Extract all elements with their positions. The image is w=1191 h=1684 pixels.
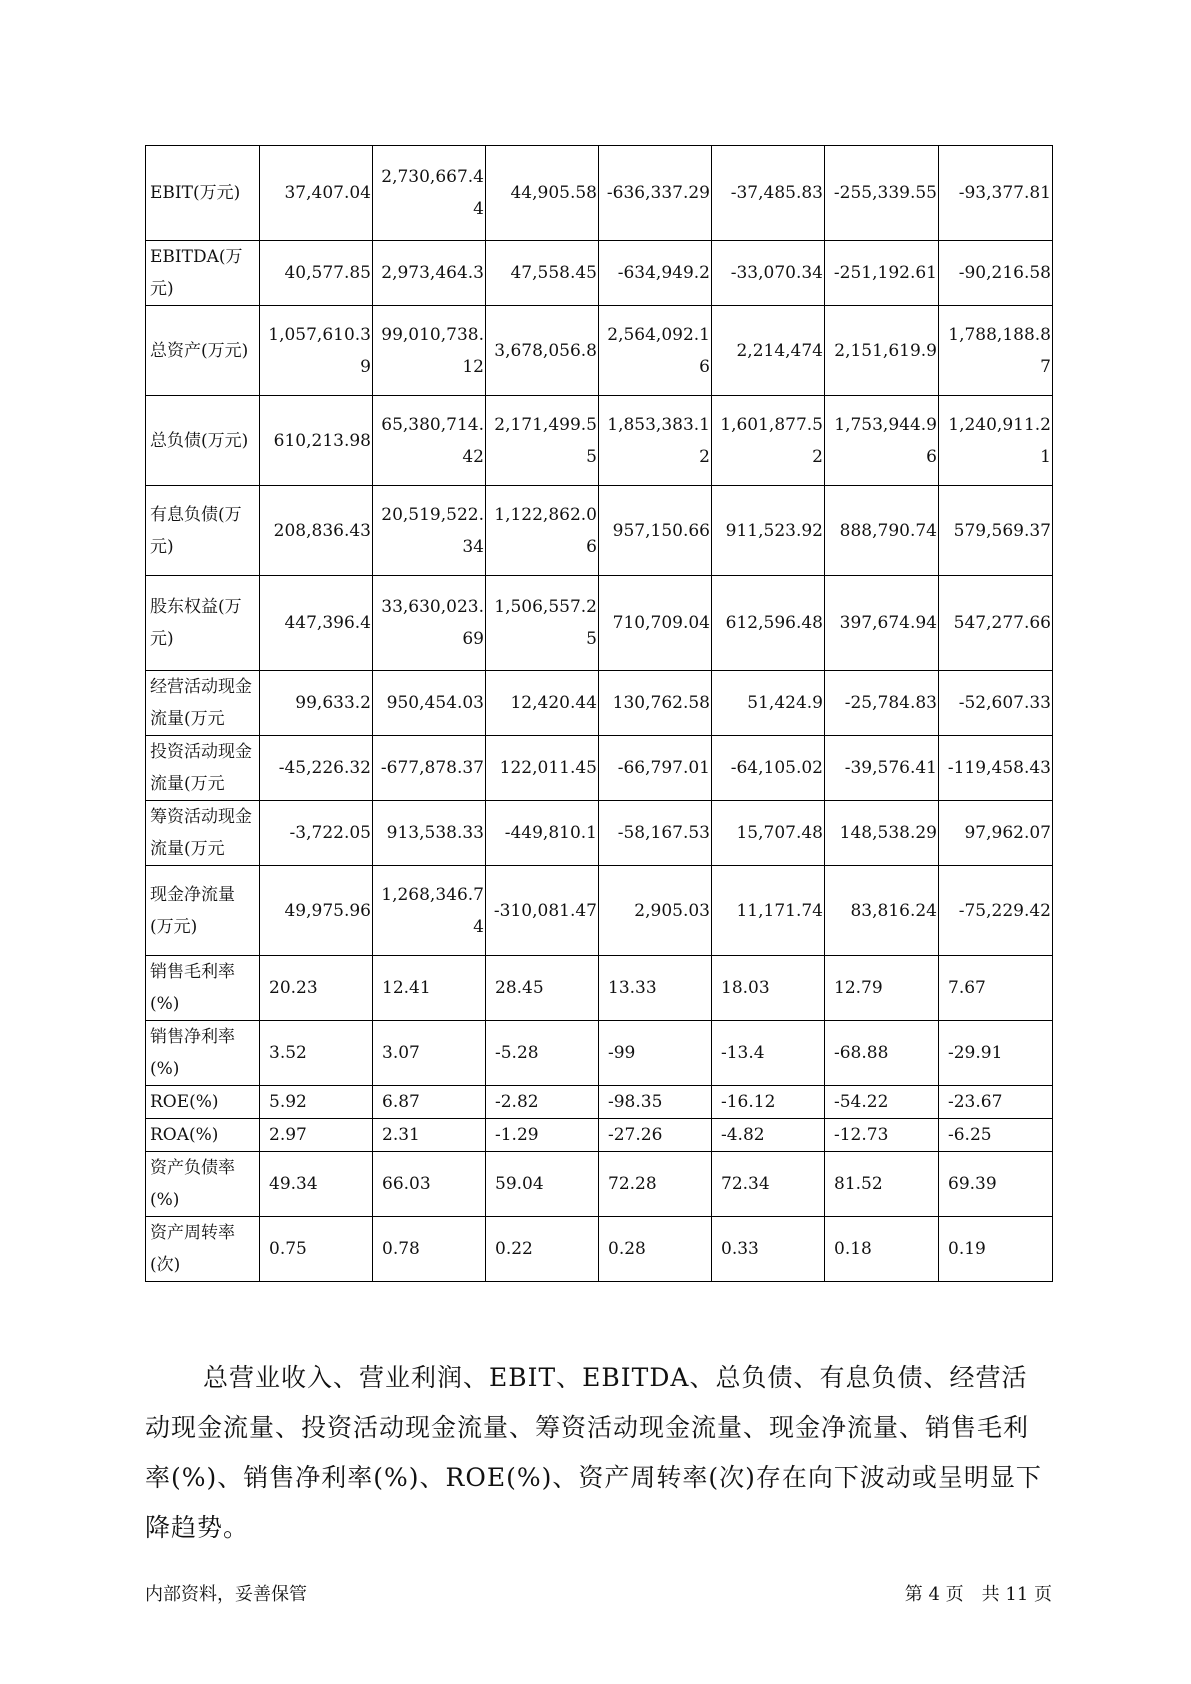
table-cell: 13.33 — [599, 956, 712, 1021]
table-cell: 3.52 — [260, 1021, 373, 1086]
table-cell: -27.26 — [599, 1119, 712, 1152]
table-cell: 1,788,188.87 — [939, 306, 1053, 396]
row-label: ROA(%) — [146, 1119, 260, 1152]
table-cell: -99 — [599, 1021, 712, 1086]
table-cell: -90,216.58 — [939, 241, 1053, 306]
confidential-footer: 内部资料，妥善保管 — [145, 1584, 307, 1605]
table-cell: 49.34 — [260, 1152, 373, 1217]
table-cell: 208,836.43 — [260, 486, 373, 576]
table-cell: 0.19 — [939, 1217, 1053, 1282]
table-cell: 37,407.04 — [260, 146, 373, 241]
row-label: 资产负债率(%) — [146, 1152, 260, 1217]
table-cell: 12,420.44 — [486, 671, 599, 736]
table-cell: 47,558.45 — [486, 241, 599, 306]
table-row — [146, 801, 1053, 866]
table-row — [146, 241, 1053, 306]
table-cell: 83,816.24 — [825, 866, 939, 956]
table-cell: -3,722.05 — [260, 801, 373, 866]
row-label: EBITDA(万元) — [146, 241, 260, 306]
row-label: 经营活动现金流量(万元 — [146, 671, 260, 736]
table-row — [146, 306, 1053, 396]
table-cell: 12.79 — [825, 956, 939, 1021]
table-cell: -68.88 — [825, 1021, 939, 1086]
table-cell: -16.12 — [712, 1086, 825, 1119]
table-cell: 2,973,464.3 — [373, 241, 486, 306]
table-cell: 397,674.94 — [825, 576, 939, 671]
table-cell: 2,214,474 — [712, 306, 825, 396]
table-cell: 1,506,557.25 — [486, 576, 599, 671]
table-cell: 1,057,610.39 — [260, 306, 373, 396]
table-cell: -119,458.43 — [939, 736, 1053, 801]
table-cell: 18.03 — [712, 956, 825, 1021]
row-label: 现金净流量(万元) — [146, 866, 260, 956]
table-cell: -13.4 — [712, 1021, 825, 1086]
table-row — [146, 736, 1053, 801]
table-cell: 99,010,738.12 — [373, 306, 486, 396]
table-row — [146, 866, 1053, 956]
table-cell: 957,150.66 — [599, 486, 712, 576]
table-cell: 0.22 — [486, 1217, 599, 1282]
table-row — [146, 956, 1053, 1021]
table-row — [146, 1086, 1053, 1119]
table-cell: 2.31 — [373, 1119, 486, 1152]
table-row — [146, 396, 1053, 486]
table-cell: 65,380,714.42 — [373, 396, 486, 486]
table-cell: 447,396.4 — [260, 576, 373, 671]
table-cell: 44,905.58 — [486, 146, 599, 241]
table-cell: 6.87 — [373, 1086, 486, 1119]
table-cell: 2.97 — [260, 1119, 373, 1152]
table-cell: -1.29 — [486, 1119, 599, 1152]
table-cell: -6.25 — [939, 1119, 1053, 1152]
table-cell: -2.82 — [486, 1086, 599, 1119]
row-label: 销售净利率(%) — [146, 1021, 260, 1086]
table-cell: 888,790.74 — [825, 486, 939, 576]
table-cell: 913,538.33 — [373, 801, 486, 866]
table-cell: -12.73 — [825, 1119, 939, 1152]
table-cell: -255,339.55 — [825, 146, 939, 241]
table-cell: 40,577.85 — [260, 241, 373, 306]
table-cell: 2,730,667.44 — [373, 146, 486, 241]
table-row — [146, 1217, 1053, 1282]
table-row — [146, 576, 1053, 671]
table-cell: 72.34 — [712, 1152, 825, 1217]
row-label: 筹资活动现金流量(万元 — [146, 801, 260, 866]
table-cell: 5.92 — [260, 1086, 373, 1119]
table-cell: -5.28 — [486, 1021, 599, 1086]
table-cell: -310,081.47 — [486, 866, 599, 956]
table-cell: 2,905.03 — [599, 866, 712, 956]
table-cell: -23.67 — [939, 1086, 1053, 1119]
table-cell: -37,485.83 — [712, 146, 825, 241]
row-label: 销售毛利率(%) — [146, 956, 260, 1021]
table-cell: 1,853,383.12 — [599, 396, 712, 486]
financial-table — [145, 145, 1053, 1282]
table-cell: 12.41 — [373, 956, 486, 1021]
table-cell: 0.75 — [260, 1217, 373, 1282]
table-cell: -4.82 — [712, 1119, 825, 1152]
table-cell: -52,607.33 — [939, 671, 1053, 736]
table-cell: 148,538.29 — [825, 801, 939, 866]
table-cell: 3.07 — [373, 1021, 486, 1086]
table-cell: -45,226.32 — [260, 736, 373, 801]
table-cell: 99,633.2 — [260, 671, 373, 736]
table-cell: -93,377.81 — [939, 146, 1053, 241]
row-label: 总负债(万元) — [146, 396, 260, 486]
table-cell: 130,762.58 — [599, 671, 712, 736]
table-cell: 950,454.03 — [373, 671, 486, 736]
table-cell: -449,810.1 — [486, 801, 599, 866]
row-label: ROE(%) — [146, 1086, 260, 1119]
table-row — [146, 1119, 1053, 1152]
table-cell: 610,213.98 — [260, 396, 373, 486]
page-number-footer: 第 4 页 共 11 页 — [904, 1584, 1052, 1605]
table-cell: -251,192.61 — [825, 241, 939, 306]
table-row — [146, 1152, 1053, 1217]
table-cell: 2,564,092.16 — [599, 306, 712, 396]
table-cell: 1,240,911.21 — [939, 396, 1053, 486]
table-cell: 81.52 — [825, 1152, 939, 1217]
table-cell: 33,630,023.69 — [373, 576, 486, 671]
table-cell: 579,569.37 — [939, 486, 1053, 576]
table-cell: 72.28 — [599, 1152, 712, 1217]
table-cell: 2,171,499.55 — [486, 396, 599, 486]
table-cell: -29.91 — [939, 1021, 1053, 1086]
table-cell: 0.28 — [599, 1217, 712, 1282]
table-cell: 7.67 — [939, 956, 1053, 1021]
table-cell: 28.45 — [486, 956, 599, 1021]
table-cell: 547,277.66 — [939, 576, 1053, 671]
table-cell: -677,878.37 — [373, 736, 486, 801]
table-cell: 3,678,056.8 — [486, 306, 599, 396]
table-cell: -75,229.42 — [939, 866, 1053, 956]
table-row — [146, 146, 1053, 241]
row-label: 股东权益(万元) — [146, 576, 260, 671]
table-cell: 911,523.92 — [712, 486, 825, 576]
table-cell: 0.33 — [712, 1217, 825, 1282]
table-row — [146, 486, 1053, 576]
table-cell: 49,975.96 — [260, 866, 373, 956]
table-cell: 59.04 — [486, 1152, 599, 1217]
table-cell: 15,707.48 — [712, 801, 825, 866]
table-cell: -66,797.01 — [599, 736, 712, 801]
table-cell: -634,949.2 — [599, 241, 712, 306]
table-cell: 0.78 — [373, 1217, 486, 1282]
row-label: 投资活动现金流量(万元 — [146, 736, 260, 801]
table-cell: 20,519,522.34 — [373, 486, 486, 576]
table-cell: 20.23 — [260, 956, 373, 1021]
table-cell: 1,268,346.74 — [373, 866, 486, 956]
analysis-paragraph: 总营业收入、营业利润、EBIT、EBITDA、总负债、有息负债、经营活动现金流量、投资活动现金流量、筹资活动现金流量、现金净流量、销售毛利率(%)、销售净利率(%)、ROE(%)、资产周转率(次)存在向下波动或呈明显下降趋势。 — [145, 1363, 1042, 1542]
table-cell: 66.03 — [373, 1152, 486, 1217]
table-cell: 122,011.45 — [486, 736, 599, 801]
table-cell: -98.35 — [599, 1086, 712, 1119]
table-cell: 11,171.74 — [712, 866, 825, 956]
table-cell: 2,151,619.9 — [825, 306, 939, 396]
table-row — [146, 1021, 1053, 1086]
table-cell: -64,105.02 — [712, 736, 825, 801]
table-cell: 51,424.9 — [712, 671, 825, 736]
table-cell: -54.22 — [825, 1086, 939, 1119]
table-cell: 710,709.04 — [599, 576, 712, 671]
table-cell: 0.18 — [825, 1217, 939, 1282]
table-cell: 1,122,862.06 — [486, 486, 599, 576]
table-cell: 97,962.07 — [939, 801, 1053, 866]
table-cell: -25,784.83 — [825, 671, 939, 736]
row-label: 有息负债(万元) — [146, 486, 260, 576]
table-cell: 1,753,944.96 — [825, 396, 939, 486]
table-cell: -636,337.29 — [599, 146, 712, 241]
table-cell: 69.39 — [939, 1152, 1053, 1217]
row-label: 资产周转率(次) — [146, 1217, 260, 1282]
row-label: EBIT(万元) — [146, 146, 260, 241]
table-cell: 1,601,877.52 — [712, 396, 825, 486]
table-cell: -58,167.53 — [599, 801, 712, 866]
table-cell: -39,576.41 — [825, 736, 939, 801]
table-cell: 612,596.48 — [712, 576, 825, 671]
row-label: 总资产(万元) — [146, 306, 260, 396]
table-cell: -33,070.34 — [712, 241, 825, 306]
table-row — [146, 671, 1053, 736]
